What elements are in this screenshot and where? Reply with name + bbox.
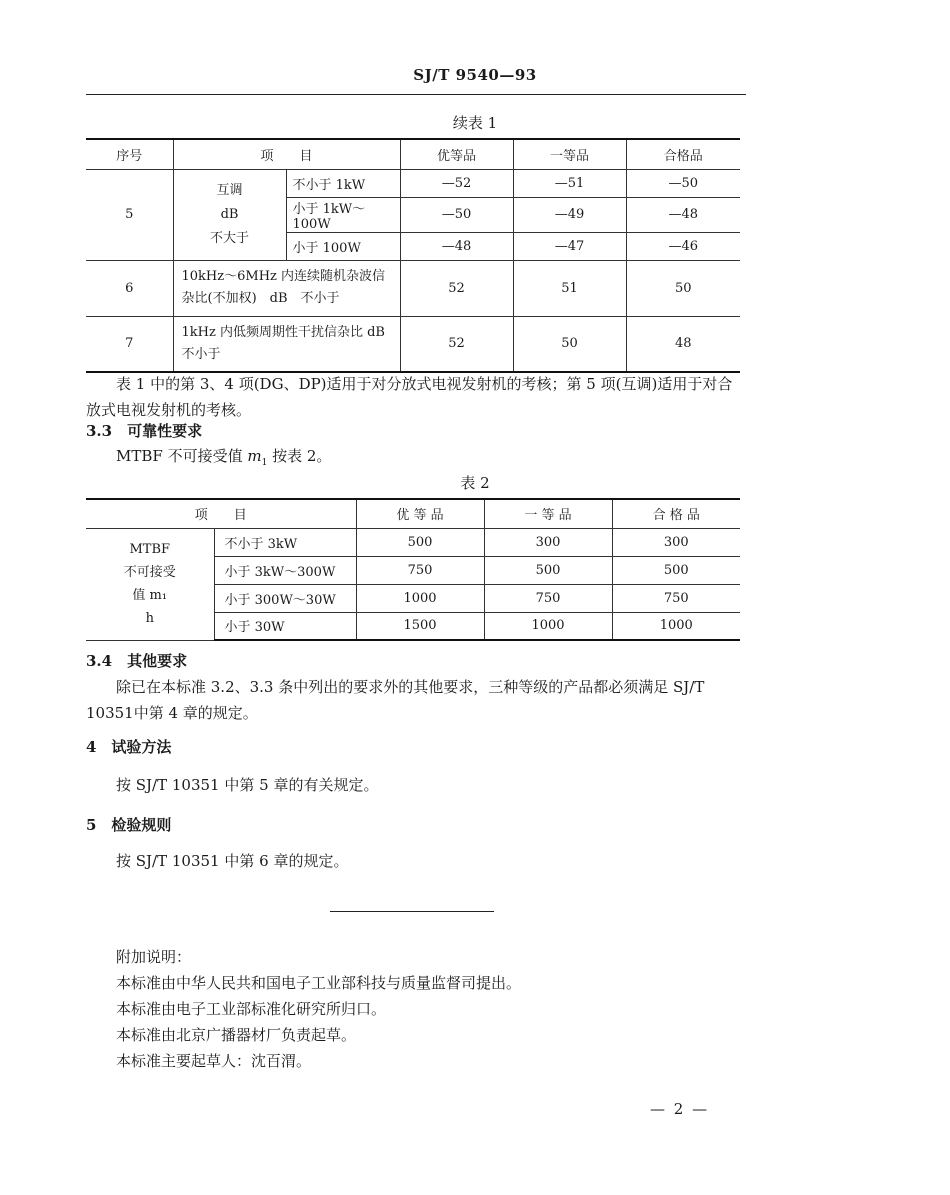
table2: [86, 498, 740, 641]
table1-row5-cond: 不小于 1kW: [286, 169, 400, 197]
table1-row5-no: 5: [86, 169, 173, 260]
table1-cell: —49: [513, 197, 626, 232]
table2-header-item: 项 目: [86, 499, 356, 528]
table1-cell: 50: [626, 260, 740, 316]
table1-cell: 52: [400, 260, 513, 316]
table1-row5-label: [173, 169, 286, 260]
section-5-text: 按 SJ/T 10351 中第 6 章的规定。: [116, 852, 349, 870]
table2-cond: 小于 30W: [214, 612, 356, 640]
table1-header-excellent: 优等品: [400, 139, 513, 169]
m-subscript: 1: [261, 458, 268, 468]
table1-cell: —50: [400, 197, 513, 232]
section-4-text: 按 SJ/T 10351 中第 5 章的有关规定。: [116, 776, 379, 794]
appendix-line: 本标准主要起草人：沈百渭。: [116, 1052, 312, 1070]
table2-label-line: MTBF: [129, 542, 171, 557]
row6-item-line: 杂比(不加权) dB 不小于: [181, 291, 340, 306]
table2-header-excellent: 优 等 品: [356, 499, 484, 528]
table1-row5-cond: 小于 1kW～100W: [286, 197, 400, 232]
table2-header-qualified: 合 格 品: [612, 499, 740, 528]
section-3-4-title: 3.4 其他要求: [86, 652, 188, 670]
row5-label-line: dB: [220, 206, 239, 222]
table1-row7-no: 7: [86, 316, 173, 372]
table2-cond: 小于 300W～30W: [214, 584, 356, 612]
table2-cell: 1000: [612, 612, 740, 640]
table2-cell: 750: [484, 584, 612, 612]
appendix-line: 本标准由北京广播器材厂负责起草。: [116, 1026, 357, 1044]
table2-cell: 500: [612, 556, 740, 584]
header-rule: [86, 94, 746, 95]
row6-item-line: 10kHz～6MHz 内连续随机杂波信: [181, 269, 386, 284]
table1-cell: 52: [400, 316, 513, 372]
table2-cell: 1000: [356, 584, 484, 612]
row7-item-line: 1kHz 内低频周期性干扰信杂比 dB: [181, 324, 385, 340]
table2-label-line: h: [145, 611, 154, 626]
table2-cell: 500: [356, 528, 484, 556]
table2-cell: 1500: [356, 612, 484, 640]
end-separator-line: [330, 911, 494, 912]
table2-label: [86, 528, 214, 640]
table1-header-no: 序号: [86, 139, 173, 169]
table2-cond: 小于 3kW～300W: [214, 556, 356, 584]
table1-cell: —48: [400, 232, 513, 260]
table1-cell: —47: [513, 232, 626, 260]
table1-row6-no: 6: [86, 260, 173, 316]
table1-note: 表 1 中的第 3、4 项(DG、DP)适用于对分放式电视发射机的考核；第 5 项(互调)适用于对合放式电视发射机的考核。: [86, 375, 733, 419]
table1-cell: 48: [626, 316, 740, 372]
table1-cell: —48: [626, 197, 740, 232]
table1-cell: —52: [400, 169, 513, 197]
table1-cell: —50: [626, 169, 740, 197]
table2-caption: 表 2: [460, 474, 490, 492]
table2-header-first: 一 等 品: [484, 499, 612, 528]
appendix-line: 本标准由电子工业部标准化研究所归口。: [116, 1000, 387, 1018]
table1-header-first: 一等品: [513, 139, 626, 169]
table1-cell: 51: [513, 260, 626, 316]
table1-cell: 50: [513, 316, 626, 372]
row7-item-line: 不小于: [181, 346, 221, 362]
table1-caption: 续表 1: [452, 114, 498, 132]
section-3-3-title: 3.3 可靠性要求: [86, 422, 203, 440]
table2-cell: 500: [484, 556, 612, 584]
table1-header-qualified: 合格品: [626, 139, 740, 169]
row5-label-line: 不大于: [209, 230, 249, 246]
table1-row7-item: [173, 316, 400, 372]
table1-cell: —51: [513, 169, 626, 197]
table1-row6-item: [173, 260, 400, 316]
appendix-line: 本标准由中华人民共和国电子工业部科技与质量监督司提出。: [116, 974, 522, 992]
section-3-4-text: 除已在本标准 3.2、3.3 条中列出的要求外的其他要求，三种等级的产品都必须满足 SJ/T 10351中第 4 章的规定。: [86, 678, 705, 722]
section-5-title: 5 检验规则: [86, 816, 172, 834]
table2-cell: 300: [612, 528, 740, 556]
table2-label-line: 值 m₁: [132, 588, 168, 603]
table1-header-item: 项 目: [173, 139, 400, 169]
row5-label-line: 互调: [216, 182, 243, 198]
table2-cell: 1000: [484, 612, 612, 640]
doc-header-code: SJ/T 9540—93: [413, 66, 537, 84]
table2-cond: 不小于 3kW: [214, 528, 356, 556]
table2-label-line: 不可接受: [123, 565, 176, 580]
appendix-title: 附加说明：: [116, 948, 192, 966]
table1-cell: —46: [626, 232, 740, 260]
m-symbol: m: [247, 447, 262, 465]
table1-row5-cond: 小于 100W: [286, 232, 400, 260]
table2-cell: 300: [484, 528, 612, 556]
page-number: — 2 —: [650, 1100, 710, 1118]
table2-cell: 750: [612, 584, 740, 612]
section-4-title: 4 试验方法: [86, 738, 172, 756]
sec33-text-post: 按表 2。: [267, 447, 332, 465]
table1: [86, 138, 740, 373]
table2-cell: 750: [356, 556, 484, 584]
sec33-text-pre: MTBF 不可接受值: [116, 447, 248, 465]
